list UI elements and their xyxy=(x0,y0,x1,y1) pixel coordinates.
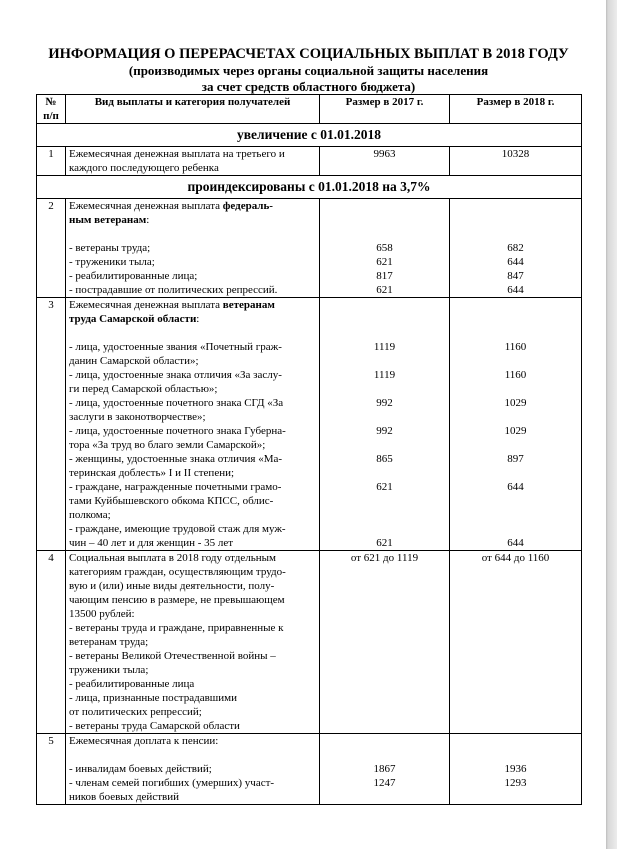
header-num: № п/п xyxy=(37,95,66,124)
table-row: 2 Ежемесячная денежная выплата федераль- ным ветеранам: - ветераны труда; - труженики тыла; - реабилитированные лица; - пострадавшие от политических репрессий. 658 621 817 621 682 644 847 644 xyxy=(37,199,582,298)
document-title: ИНФОРМАЦИЯ О ПЕРЕРАСЧЕТАХ СОЦИАЛЬНЫХ ВЫПЛАТ В 2018 ГОДУ xyxy=(48,46,569,62)
table-header-row xyxy=(37,95,582,124)
section-increase: увеличение с 01.01.2018 xyxy=(37,124,582,147)
table-row: 1 Ежемесячная денежная выплата на третьего и каждого последующего ребенка 9963 10328 xyxy=(37,147,582,176)
document-subtitle-2: за счет средств областного бюджета) xyxy=(201,79,416,94)
header-2018: Размер в 2018 г. xyxy=(450,95,582,124)
header-2017: Размер в 2017 г. xyxy=(320,95,450,124)
table-row: 5 Ежемесячная доплата к пенсии: - инвалидам боевых действий; - членам семей погибших (умерших) участ- ников боевых действий 1867 1247 1936 1293 xyxy=(37,734,582,805)
section-row xyxy=(37,124,582,147)
table-row: 4 Социальная выплата в 2018 году отдельным категориям граждан, осуществляющим трудо- вую и (или) иные виды деятельности, полу- чающим пенсию в размере, не превышающем 13500 рублей: - ветераны труда и граждане, приравненные к ветеранам труда; - ветераны Великой Отечественной войны – труженики тыла; - реабилитированные лица - лица, признанные пострадавшими от политических репрессий; - ветераны труда Самарской области от 621 до 1119 от 644 до 1160 xyxy=(37,551,582,734)
document-subtitle: (производимых через органы социальной защиты населения xyxy=(128,63,489,78)
section-row xyxy=(37,176,582,199)
table-row: 3 Ежемесячная денежная выплата ветеранам труда Самарской области: - лица, удостоенные звания «Почетный граж- данин Самарской области»; - лица, удостоенные знака отличия «За заслу- ги перед Самарской областью»; - лица, удостоенные почетного знака СГД «За заслуги в законотворчестве»; - лица, удостоенные почетного знака Губерна- тора «За труд во благо земли Самарской»; - женщины, удостоенные знака отличия «Ма- теринская доблесть» I и II степени; - граждане, награжденные почетными грамо- тами Куйбышевского обкома КПСС, облис- полкома; - граждане, имеющие трудовой стаж для муж- чин – 40 лет и для женщин - 35 лет 1119 1119 992 992 865 621 621 1160 1160 1029 1029 897 644 644 xyxy=(37,298,582,551)
page-edge-shadow xyxy=(606,0,617,849)
payments-table xyxy=(36,94,582,805)
header-type: Вид выплаты и категория получателей xyxy=(66,95,320,124)
section-indexation: проиндексированы с 01.01.2018 на 3,7% xyxy=(37,176,582,199)
